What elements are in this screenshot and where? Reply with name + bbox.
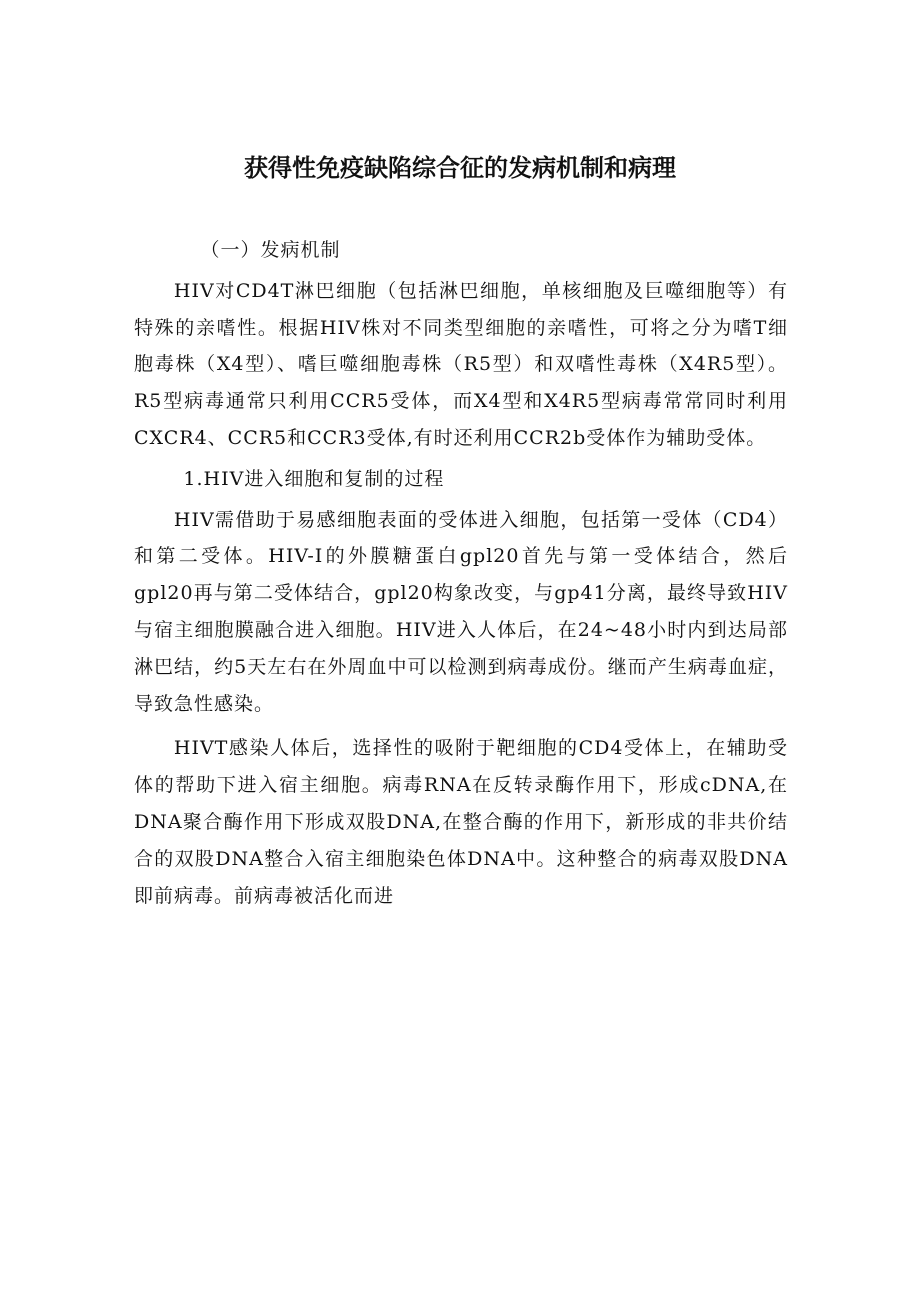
document-title: 获得性免疫缺陷综合征的发病机制和病理: [244, 154, 676, 182]
paragraph: HIV需借助于易感细胞表面的受体进入细胞，包括第一受体（CD4）和第二受体。HIV-I的外膜糖蛋白gpl20首先与第一受体结合，然后gpl20再与第二受体结合，gpl20构象改变，与gp41分离，最终导致HIV与宿主细胞膜融合进入细胞。HIV进入人体后，在24~48小时内到达局部淋巴结，约5天左右在外周血中可以检测到病毒成份。继而产生病毒血症，导致急性感染。: [134, 508, 788, 715]
paragraph: HIV对CD4T淋巴细胞（包括淋巴细胞，单核细胞及巨噬细胞等）有特殊的亲嗜性。根据HIV株对不同类型细胞的亲嗜性，可将之分为嗜T细胞毒株（X4型）、嗜巨噬细胞毒株（R5型）和双嗜性毒株（X4R5型）。R5型病毒通常只利用CCR5受体，而X4型和X4R5型病毒常常同时利用CXCR4、CCR5和CCR3受体,有时还利用CCR2b受体作为辅助受体。: [134, 279, 788, 449]
paragraph: HIVT感染人体后，选择性的吸附于靶细胞的CD4受体上，在辅助受体的帮助下进入宿主细胞。病毒RNA在反转录酶作用下，形成cDNA,在DNA聚合酶作用下形成双股DNA,在整合酶的作用下，新形成的非共价结合的双股DNA整合入宿主细胞染色体DNA中。这种整合的病毒双股DNA即前病毒。前病毒被活化而进: [134, 737, 788, 907]
subheading: 1.HIV进入细胞和复制的过程: [183, 467, 445, 490]
section-heading: （一）发病机制: [200, 239, 341, 261]
document-body: [134, 232, 788, 914]
